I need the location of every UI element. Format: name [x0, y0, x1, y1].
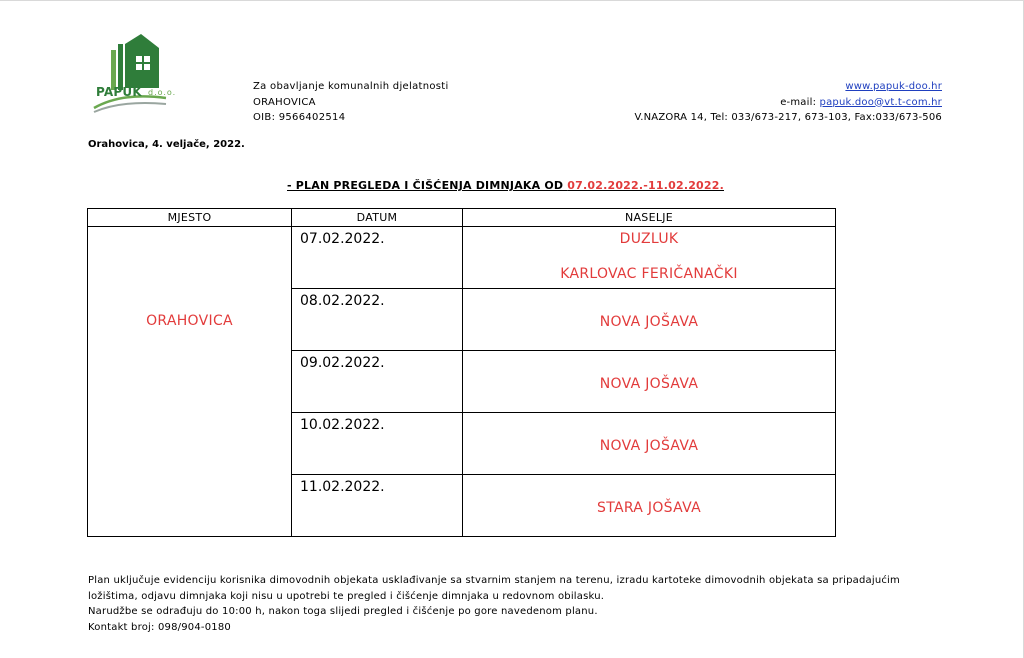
place-cell: ORAHOVICA — [88, 227, 292, 537]
settlement-name: NOVA JOŠAVA — [599, 376, 699, 392]
table-row — [88, 227, 836, 289]
date-cell: 07.02.2022. — [292, 227, 463, 289]
date-cell: 11.02.2022. — [292, 475, 463, 537]
plan-title-prefix: - PLAN PREGLEDA I ČIŠĆENJA DIMNJAKA OD — [287, 179, 568, 192]
settlement-cell — [463, 351, 836, 413]
footer-notes — [88, 573, 968, 635]
house-logo-icon — [92, 32, 182, 120]
date-cell: 10.02.2022. — [292, 413, 463, 475]
plan-title-range: 07.02.2022.-11.02.2022. — [567, 179, 724, 192]
settlement-name: NOVA JOŠAVA — [599, 314, 699, 330]
plan-title — [287, 179, 724, 192]
header-mjesto: MJESTO — [88, 209, 292, 227]
company-info — [253, 79, 449, 126]
settlement-name: KARLOVAC FERIČANAČKI — [560, 266, 738, 282]
footer-line: Narudžbe se odrađuju do 10:00 h, nakon toga slijedi pregled i čišćenje po gore navedenom planu. — [88, 606, 598, 617]
schedule-table — [87, 208, 836, 537]
email-label: e-mail: — [780, 96, 820, 108]
date-cell: 08.02.2022. — [292, 289, 463, 351]
header-datum: DATUM — [292, 209, 463, 227]
website-link[interactable]: www.papuk-doo.hr — [845, 81, 942, 92]
settlement-cell — [463, 227, 836, 289]
settlement-name: DUZLUK — [619, 231, 679, 247]
settlement-cell — [463, 413, 836, 475]
table-header-row — [88, 209, 836, 227]
header-naselje: NASELJE — [463, 209, 836, 227]
settlement-name: NOVA JOŠAVA — [599, 438, 699, 454]
company-activity: Za obavljanje komunalnih djelatnosti — [253, 81, 449, 92]
settlement-cell — [463, 475, 836, 537]
settlement-cell — [463, 289, 836, 351]
company-logo — [92, 32, 182, 120]
email-link[interactable]: papuk.doo@vt.t-com.hr — [819, 96, 942, 108]
footer-line: Plan uključuje evidenciju korisnika dimovodnih objekata usklađivanje sa stvarnim stanjem na terenu, izradu kartoteke dimovodnih objekata sa pripadajućim — [88, 575, 900, 586]
footer-line: ložištima, odjavu dimnjaka koji nisu u upotrebi te pregled i čišćenje dimnjaka u redovnom obilasku. — [88, 590, 605, 602]
page-border-top — [0, 0, 1024, 1]
company-oib: OIB: 9566402514 — [253, 112, 346, 123]
logo-suffix: d.o.o. — [148, 88, 177, 97]
footer-contact: Kontakt broj: 098/904-0180 — [88, 621, 231, 633]
logo-name: PAPUK — [96, 85, 142, 99]
settlement-name: STARA JOŠAVA — [597, 500, 701, 516]
address-line: V.NAZORA 14, Tel: 033/673-217, 673-103, Fax:033/673-506 — [634, 112, 942, 123]
company-city: ORAHOVICA — [253, 96, 316, 108]
date-cell: 09.02.2022. — [292, 351, 463, 413]
contact-info — [634, 79, 942, 126]
document-date: Orahovica, 4. veljače, 2022. — [88, 139, 245, 150]
